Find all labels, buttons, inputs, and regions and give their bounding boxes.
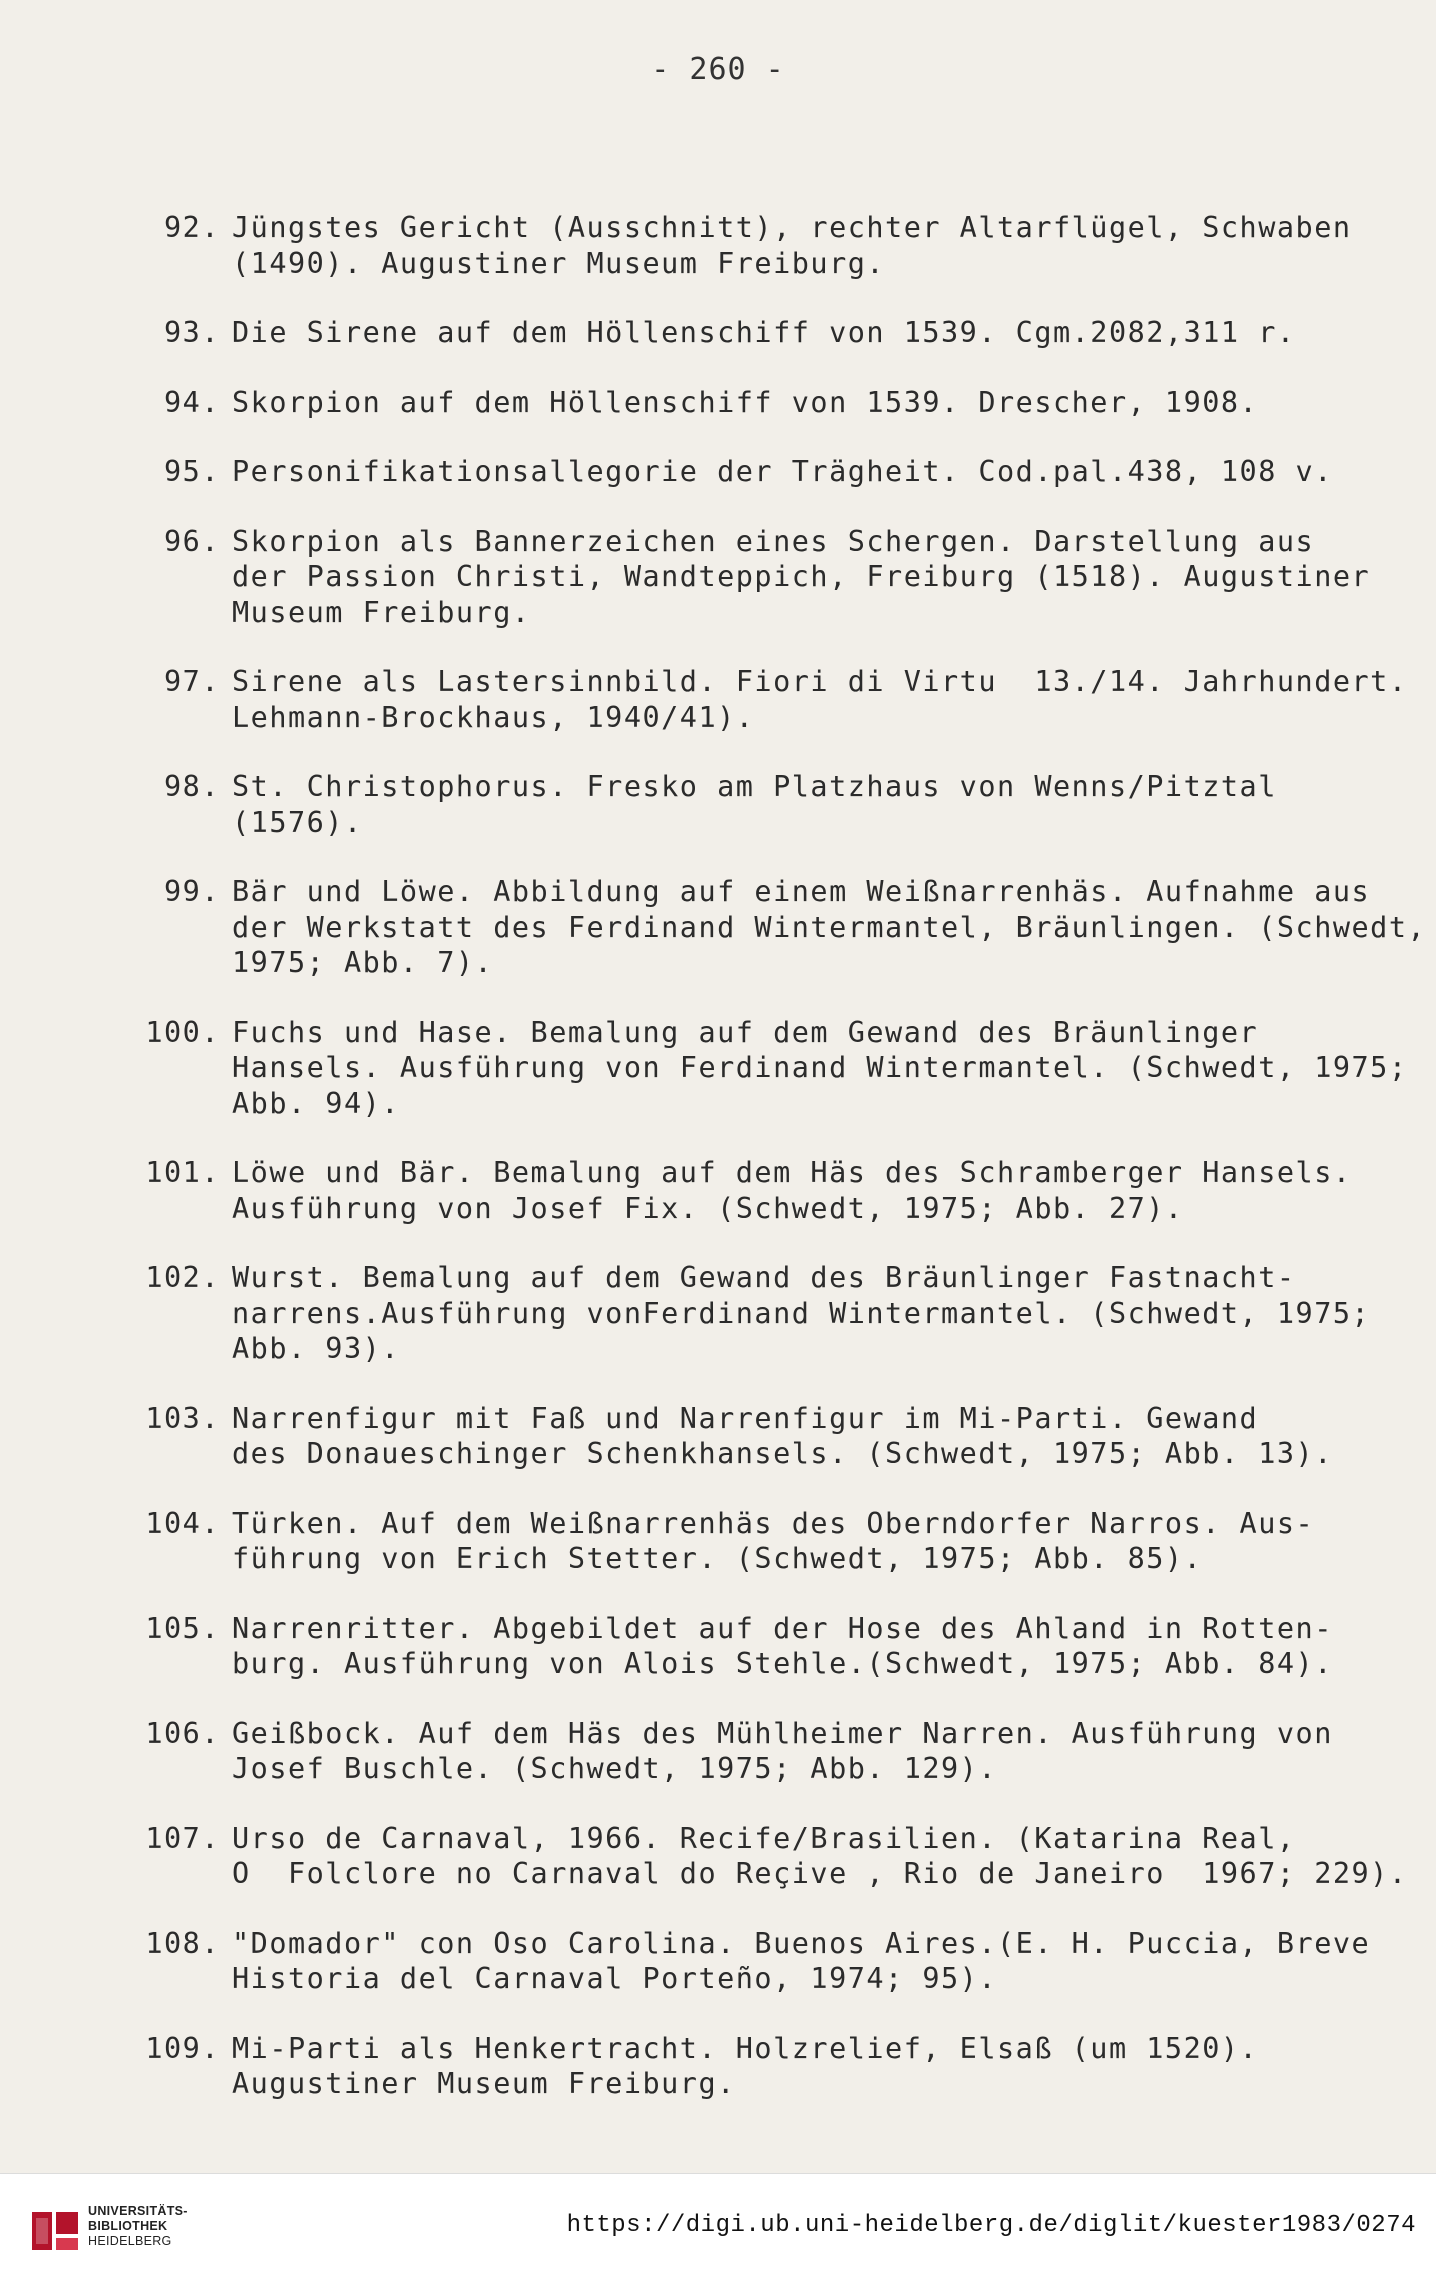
caption-line: des Donaueschinger Schenkhansels. (Schwedt, 1975; Abb. 13). [232, 1437, 1333, 1470]
caption-line: Narrenfigur mit Faß und Narrenfigur im Mi-Parti. Gewand [232, 1401, 1259, 1435]
figure-caption [232, 1401, 1360, 1472]
caption-line: Museum Freiburg. [232, 595, 531, 629]
figure-caption [232, 1716, 1360, 1787]
list-item [140, 664, 1408, 735]
figure-number: 105. [145, 1611, 220, 1645]
figure-number: 109. [145, 2031, 220, 2065]
library-name [88, 2204, 188, 2249]
list-item [140, 874, 1427, 981]
caption-line: Lehmann-Brockhaus, 1940/41). [232, 700, 755, 734]
caption-line: Fuchs und Hase. Bemalung auf dem Gewand des Bräunlinger [232, 1015, 1259, 1049]
figure-number: 95. [164, 455, 220, 488]
caption-line: Urso de Carnaval, 1966. Recife/Brasilien. (Katarina Real, [232, 1821, 1296, 1855]
caption-line: Skorpion auf dem Höllenschiff von 1539. Drescher, 1908. [232, 385, 1259, 419]
caption-line: Josef Buschle. (Schwedt, 1975; Abb. 129). [232, 1752, 997, 1785]
figure-number: 96. [164, 524, 220, 558]
list-item [140, 1260, 1371, 1367]
figure-number: 93. [164, 316, 220, 349]
figure-caption [232, 1821, 1408, 1892]
caption-line: Bär und Löwe. Abbildung auf einem Weißnarrenhäs. Aufnahme aus [232, 875, 1371, 908]
caption-line: führung von Erich Stetter. (Schwedt, 1975; Abb. 85). [232, 1542, 1203, 1575]
list-item [140, 1401, 1360, 1472]
figure-list [140, 210, 1427, 2136]
figure-number: 108. [145, 1926, 220, 1960]
caption-line: Historia del Carnaval Porteño, 1974; 95). [232, 1962, 997, 1995]
caption-line: "Domador" con Oso Carolina. Buenos Aires.(E. H. Puccia, Breve [232, 1926, 1371, 1960]
footer-bar [0, 2173, 1436, 2288]
caption-line: burg. Ausführung von Alois Stehle.(Schwedt, 1975; Abb. 84). [232, 1647, 1333, 1680]
caption-line: Ausführung von Josef Fix. (Schwedt, 1975; Abb. 27). [232, 1191, 1184, 1225]
caption-line: 1975; Abb. 7). [232, 946, 494, 979]
caption-line: Türken. Auf dem Weißnarrenhäs des Oberndorfer Narros. Aus- [232, 1506, 1315, 1540]
caption-line: (1490). Augustiner Museum Freiburg. [232, 246, 886, 280]
list-item [140, 1506, 1360, 1577]
caption-line: Narrenritter. Abgebildet auf der Hose des Ahland in Rotten- [232, 1611, 1333, 1645]
university-library-logo-icon [28, 2204, 82, 2258]
list-item [140, 1015, 1408, 1122]
figure-caption [232, 454, 1360, 490]
figure-number: 94. [164, 385, 220, 419]
figure-number: 101. [145, 1156, 220, 1189]
figure-number: 92. [164, 211, 220, 244]
list-item [140, 769, 1360, 840]
library-name-line-3: HEIDELBERG [88, 2234, 172, 2248]
caption-line: Augustiner Museum Freiburg. [232, 2067, 736, 2100]
list-item [140, 524, 1371, 631]
page-number: - 260 - [651, 52, 785, 87]
figure-caption [232, 1506, 1360, 1577]
figure-caption [232, 2031, 1360, 2102]
caption-line: Abb. 94). [232, 1086, 400, 1120]
figure-number: 107. [145, 1821, 220, 1855]
caption-line: narrens.Ausführung vonFerdinand Wintermantel. (Schwedt, 1975; [232, 1296, 1371, 1330]
caption-line: Hansels. Ausführung von Ferdinand Wintermantel. (Schwedt, 1975; [232, 1051, 1408, 1084]
figure-caption [232, 315, 1360, 351]
caption-line: Löwe und Bär. Bemalung auf dem Häs des Schramberger Hansels. [232, 1156, 1352, 1189]
list-item [140, 1926, 1371, 1997]
caption-line: Mi-Parti als Henkertracht. Holzrelief, Elsaß (um 1520). [232, 2031, 1259, 2065]
library-name-line-1: UNIVERSITÄTS- [88, 2204, 188, 2218]
permalink-url[interactable]: https://digi.ub.uni-heidelberg.de/diglit/kuester1983/0274 [566, 2212, 1416, 2239]
caption-line: der Werkstatt des Ferdinand Wintermantel, Bräunlingen. (Schwedt, [232, 910, 1427, 944]
caption-line: Abb. 93). [232, 1332, 400, 1365]
figure-caption [232, 1260, 1371, 1367]
figure-number: 102. [145, 1261, 220, 1294]
figure-number: 103. [145, 1401, 220, 1435]
figure-caption [232, 210, 1360, 281]
figure-caption [232, 1155, 1360, 1226]
caption-line: Skorpion als Bannerzeichen eines Schergen. Darstellung aus [232, 524, 1315, 558]
caption-line: Jüngstes Gericht (Ausschnitt), rechter Altarflügel, Schwaben [232, 211, 1352, 244]
list-item [140, 210, 1360, 281]
figure-caption [232, 1015, 1408, 1122]
list-item [140, 2031, 1360, 2102]
caption-line: St. Christophorus. Fresko am Platzhaus von Wenns/Pitztal [232, 770, 1277, 803]
list-item [140, 1611, 1360, 1682]
library-name-line-2: BIBLIOTHEK [88, 2219, 168, 2233]
caption-line: Personifikationsallegorie der Trägheit. Cod.pal.438, 108 v. [232, 455, 1333, 488]
list-item [140, 315, 1360, 351]
figure-number: 100. [145, 1015, 220, 1049]
caption-line: (1576). [232, 805, 363, 839]
figure-caption [232, 1926, 1371, 1997]
figure-caption [232, 385, 1360, 421]
figure-caption [232, 1611, 1360, 1682]
figure-number: 99. [164, 875, 220, 908]
figure-caption [232, 874, 1427, 981]
caption-line: Geißbock. Auf dem Häs des Mühlheimer Narren. Ausführung von [232, 1716, 1333, 1750]
figure-number: 97. [164, 665, 220, 698]
list-item [140, 454, 1360, 490]
caption-line: der Passion Christi, Wandteppich, Freiburg (1518). Augustiner [232, 560, 1371, 593]
caption-line: Die Sirene auf dem Höllenschiff von 1539. Cgm.2082,311 r. [232, 316, 1296, 349]
figure-number: 98. [164, 770, 220, 803]
caption-line: Wurst. Bemalung auf dem Gewand des Bräunlinger Fastnacht- [232, 1261, 1296, 1294]
caption-line: O Folclore no Carnaval do Reçive , Rio de Janeiro 1967; 229). [232, 1857, 1408, 1890]
figure-caption [232, 664, 1408, 735]
figure-caption [232, 769, 1360, 840]
figure-number: 104. [145, 1506, 220, 1540]
list-item [140, 1821, 1408, 1892]
figure-number: 106. [145, 1716, 220, 1750]
list-item [140, 1155, 1360, 1226]
list-item [140, 1716, 1360, 1787]
list-item [140, 385, 1360, 421]
figure-caption [232, 524, 1371, 631]
caption-line: Sirene als Lastersinnbild. Fiori di Virtu 13./14. Jahrhundert. [232, 665, 1408, 698]
